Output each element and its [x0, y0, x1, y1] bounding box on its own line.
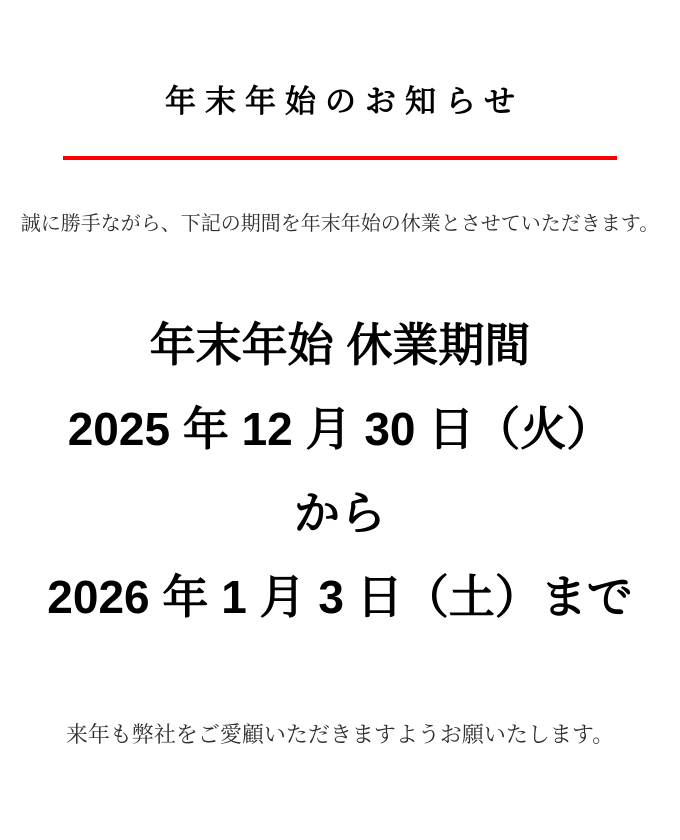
holiday-period-block [0, 303, 680, 639]
page-title: 年末年始のお知らせ [164, 84, 525, 119]
period-connector: から [294, 487, 386, 539]
closing-text: 来年も弊社をご愛顧いただきますようお願いたします。 [65, 722, 615, 747]
intro-text: 誠に勝手ながら、下記の期間を年末年始の休業とさせていただきます。 [20, 213, 660, 235]
period-start-date: 2025 年 12 月 30 日（火） [67, 403, 613, 455]
period-heading: 年末年始 休業期間 [149, 319, 531, 371]
title-divider [63, 156, 617, 160]
period-end-date: 2026 年 1 月 3 日（土）まで [47, 571, 633, 623]
